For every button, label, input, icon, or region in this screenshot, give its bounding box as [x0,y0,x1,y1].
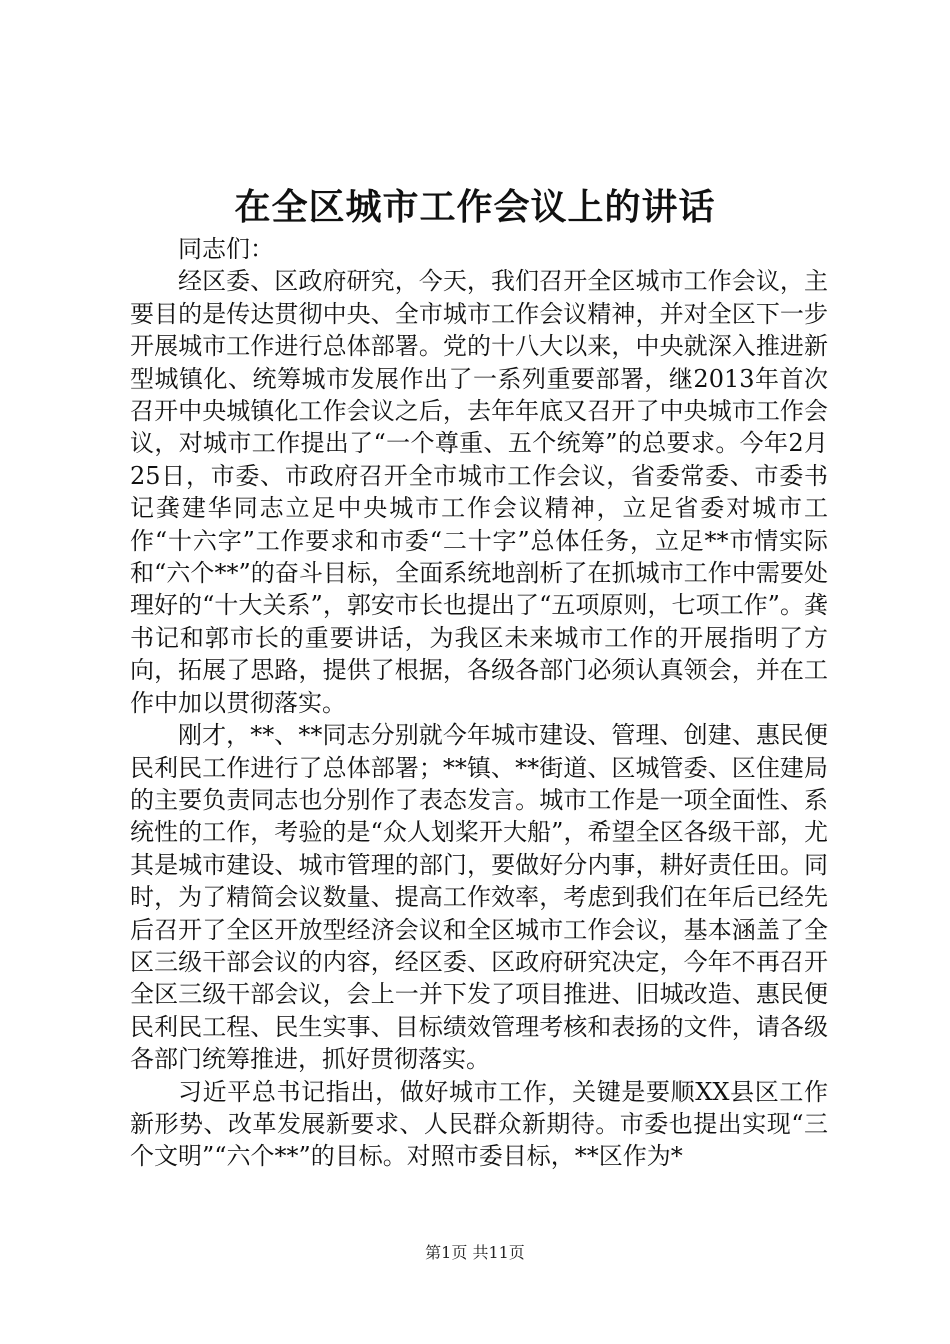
paragraph-3: 习近平总书记指出，做好城市工作，关键是要顺XX县区工作新形势、改革发展新要求、人民群众新期待。市委也提出实现“三个文明”“六个**”的目标。对照市委目标，**区作为* [130,1077,828,1171]
salutation: 同志们： [178,235,274,263]
document-title: 在全区城市工作会议上的讲话 [234,186,716,228]
paragraph-2: 刚才，**、**同志分别就今年城市建设、管理、创建、惠民便民利民工作进行了总体部署；**镇、**街道、区城管委、区住建局的主要负责同志也分别作了表态发言。城市工作是一项全面性、系统性的工作，考验的是“众人划桨开大船”，希望全区各级干部，尤其是城市建设、城市管理的部门，要做好分内事，耕好责任田。同时，为了精简会议数量、提高工作效率，考虑到我们在年后已经先后召开了全区开放型经济会议和全区城市工作会议，基本涵盖了全区三级干部会议的内容，经区委、区政府研究决定，今年不再召开全区三级干部会议，会上一并下发了项目推进、旧城改造、惠民便民利民工程、民生实事、目标绩效管理考核和表扬的文件，请各级各部门统筹推进，抓好贯彻落实。 [130,721,828,1074]
page-number-footer: 第1页 共11页 [425,1243,525,1262]
document-body [130,233,828,1173]
paragraph-1: 经区委、区政府研究，今天，我们召开全区城市工作会议，主要目的是传达贯彻中央、全市城市工作会议精神，并对全区下一步开展城市工作进行总体部署。党的十八大以来，中央就深入推进新型城镇化、统筹城市发展作出了一系列重要部署，继2013年首次召开中央城镇化工作会议之后，去年年底又召开了中央城市工作会议，对城市工作提出了“一个尊重、五个统筹”的总要求。今年2月25日，市委、市政府召开全市城市工作会议，省委常委、市委书记龚建华同志立足中央城市工作会议精神，立足省委对城市工作“十六字”工作要求和市委“二十字”总体任务，立足**市情实际和“六个**”的奋斗目标，全面系统地剖析了在抓城市工作中需要处理好的“十大关系”，郭安市长也提出了“五项原则，七项工作”。龚书记和郭市长的重要讲话，为我区未来城市工作的开展指明了方向，拓展了思路，提供了根据，各级各部门必须认真领会，并在工作中加以贯彻落实。 [130,267,828,717]
